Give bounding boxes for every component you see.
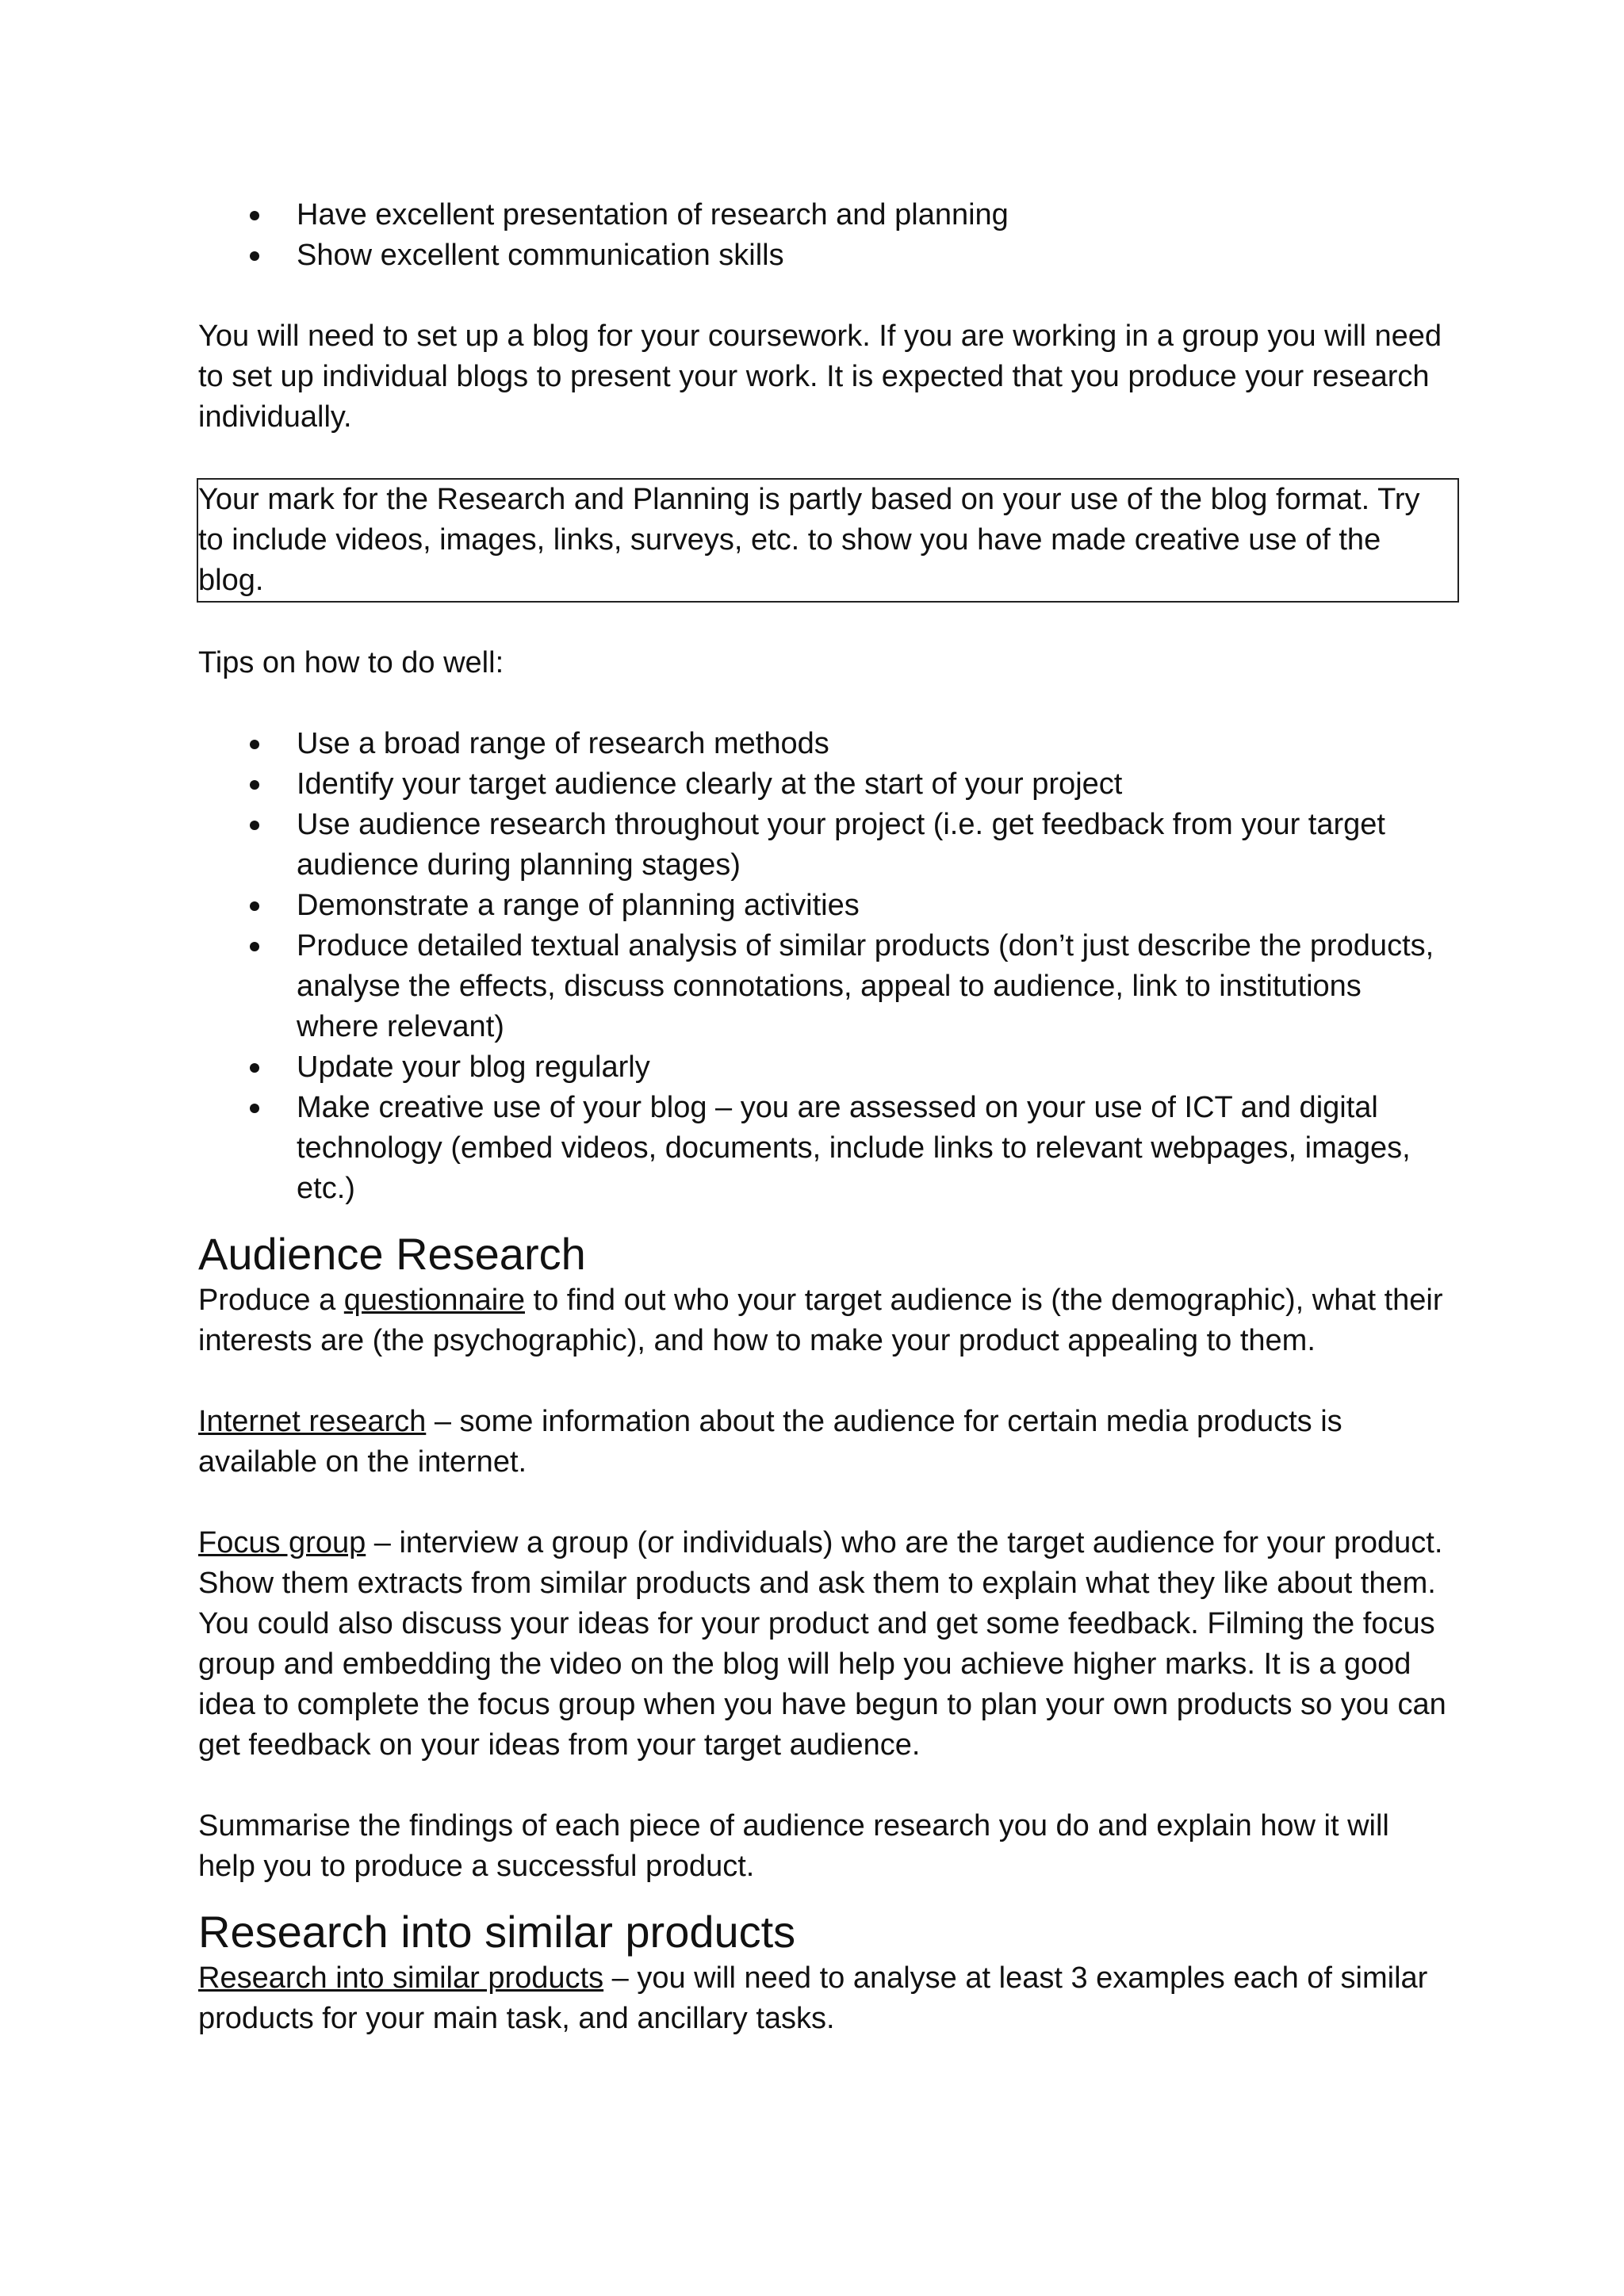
top-bullet-list	[198, 195, 1451, 276]
questionnaire-paragraph: Produce a questionnaire to find out who your target audience is (the demographic), what their interests are (the psychographic), and how to make your product appealing to them.	[198, 1284, 1443, 1357]
questionnaire-link: questionnaire	[343, 1284, 525, 1317]
list-item: Use audience research throughout your project (i.e. get feedback from your target audience during planning stages)	[198, 805, 1451, 886]
list-item: Demonstrate a range of planning activities	[198, 886, 1451, 926]
tips-heading: Tips on how to do well:	[198, 646, 504, 679]
list-item: Use a broad range of research methods	[198, 724, 1451, 764]
list-item: Show excellent communication skills	[198, 235, 1451, 276]
focus-group-link: Focus group	[198, 1526, 366, 1559]
list-item: Produce detailed textual analysis of similar products (don’t just describe the products, analyse the effects, discuss connotations, appeal to audience, link to institutions where relevant)	[198, 926, 1451, 1047]
summary-paragraph: Summarise the findings of each piece of audience research you do and explain how it will help you to produce a successful product.	[198, 1809, 1389, 1883]
list-item: Identify your target audience clearly at the start of your project	[198, 764, 1451, 805]
audience-research-heading: Audience Research	[198, 1229, 586, 1279]
bullet-icon	[250, 211, 259, 220]
bullet-icon	[250, 780, 259, 790]
bullet-icon	[250, 1063, 259, 1073]
document-page	[198, 195, 1451, 2039]
internet-research-paragraph: Internet research – some information about the audience for certain media products is available on the internet.	[198, 1405, 1342, 1479]
tips-list	[198, 724, 1451, 1209]
similar-products-heading: Research into similar products	[198, 1907, 796, 1957]
bullet-icon	[250, 901, 259, 911]
list-item: Update your blog regularly	[198, 1047, 1451, 1088]
intro-paragraph: You will need to set up a blog for your coursework. If you are working in a group you will need to set up individual blogs to present your work. It is expected that you produce your research individually.	[198, 320, 1442, 434]
notice-text: Your mark for the Research and Planning is partly based on your use of the blog format. Try to include videos, images, links, surveys, etc. to show you have made creative use of the blog.	[198, 483, 1420, 597]
similar-products-link: Research into similar products	[198, 1961, 604, 1995]
bullet-icon	[250, 251, 259, 261]
list-item: Make creative use of your blog – you are assessed on your use of ICT and digital technology (embed videos, documents, include links to relevant webpages, images, etc.)	[198, 1088, 1451, 1209]
bullet-icon	[250, 942, 259, 951]
focus-group-paragraph: Focus group – interview a group (or individuals) who are the target audience for your product. Show them extracts from similar products and ask them to explain what they like about them. You could also discuss your ideas for your product and get some feedback. Filming the focus group and embedding the video on the blog will help you achieve higher marks. It is a good idea to complete the focus group when you have begun to plan your own products so you can get feedback on your ideas from your target audience.	[198, 1526, 1446, 1762]
bullet-icon	[250, 740, 259, 749]
notice-box	[197, 478, 1459, 603]
bullet-icon	[250, 821, 259, 830]
list-item: Have excellent presentation of research and planning	[198, 195, 1451, 235]
internet-research-link: Internet research	[198, 1405, 427, 1438]
similar-products-paragraph: Research into similar products – you will need to analyse at least 3 examples each of similar products for your main task, and ancillary tasks.	[198, 1961, 1428, 2035]
bullet-icon	[250, 1104, 259, 1113]
